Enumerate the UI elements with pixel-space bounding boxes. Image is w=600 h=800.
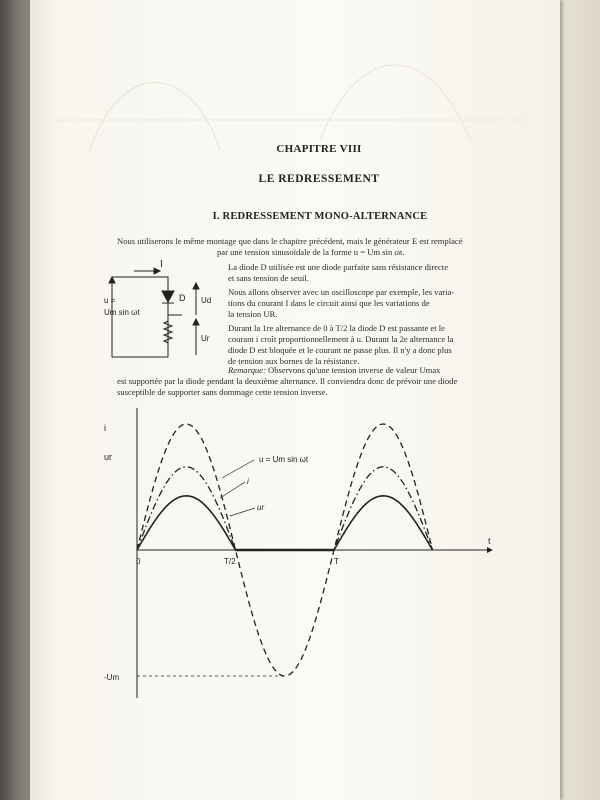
waveform-chart (102, 398, 522, 698)
series-label-i: i (247, 477, 249, 486)
ud-label: Ud (201, 296, 212, 305)
callout-u (222, 460, 254, 478)
text-line: la tension UR. (228, 309, 278, 319)
diode-triangle (162, 291, 174, 302)
series-line-ur (137, 496, 433, 550)
section-title: I. REDRESSEMENT MONO-ALTERNANCE (212, 211, 428, 222)
series-line-i (137, 467, 433, 550)
source-arrow-head (109, 277, 115, 283)
y-label-ur: ur (104, 452, 113, 462)
text-line: diode D est bloquée et le courant ne passe plus. Il n'y a donc plus (228, 345, 452, 355)
diode-label: D (179, 293, 186, 303)
paragraph-alternance (228, 323, 493, 367)
callout-i (220, 482, 245, 498)
text-line: est supportée par la diode pendant la deuxième alternance. Il conviendra donc de prévoir une diode (117, 376, 458, 386)
ur-arrow-head (193, 319, 199, 325)
text-line: Nous utiliserons le même montage que dans le chapitre précédent, mais le générateur E est remplacé (117, 236, 463, 246)
ud-arrow-head (193, 283, 199, 289)
y-label-i: i (104, 423, 106, 433)
source-label-line1: u = (104, 296, 116, 305)
series-label-ur: ur (257, 503, 265, 512)
ur-label: Ur (201, 334, 210, 343)
text-line: susceptible de supporter sans dommage cette tension inverse. (117, 387, 328, 397)
chapter-title: LE REDRESSEMENT (258, 173, 380, 185)
text-line: La diode D utilisée est une diode parfaite sans résistance directe (228, 262, 449, 272)
current-label: I (160, 259, 163, 270)
remark-text: Observons qu'une tension inverse de valeur Umax (268, 365, 441, 375)
paragraph-oscilloscope (228, 287, 493, 320)
paragraph-remark (117, 365, 493, 398)
book-page (30, 0, 560, 800)
text-line: par une tension sinusoïdale de la forme u = Um sin ωt. (217, 247, 405, 257)
series-label-u: u = Um sin ωt (259, 455, 309, 464)
text-line: et sans tension de seuil. (228, 273, 309, 283)
x-tick-label: T (334, 557, 339, 566)
callout-ur (230, 508, 255, 516)
x-axis-label: t (488, 536, 491, 546)
x-axis-arrow (487, 547, 493, 553)
y-tick-label: -Um (104, 673, 120, 682)
paragraph-diode (228, 262, 493, 284)
x-tick-label: 0 (136, 557, 141, 566)
source-label-line2: Um sin ωt (104, 308, 140, 317)
text-line: Durant la 1re alternance de 0 à T/2 la diode D est passante et le (228, 323, 445, 333)
text-line: Nous allons observer avec un oscilloscope par exemple, les varia- (228, 287, 455, 297)
text-line: tions du courant I dans le circuit ainsi que les variations de (228, 298, 430, 308)
circuit-wire (112, 277, 168, 357)
circuit-diagram (102, 255, 222, 367)
remark-lead: Remarque: (228, 365, 266, 375)
x-tick-label: T/2 (224, 557, 236, 566)
text-line: courant i croît proportionnellement à u. Durant la 2e alternance la (228, 334, 454, 344)
text-line: de tension aux bornes de la résistance. (228, 356, 360, 366)
chapter-number: CHAPITRE VIII (276, 143, 362, 155)
